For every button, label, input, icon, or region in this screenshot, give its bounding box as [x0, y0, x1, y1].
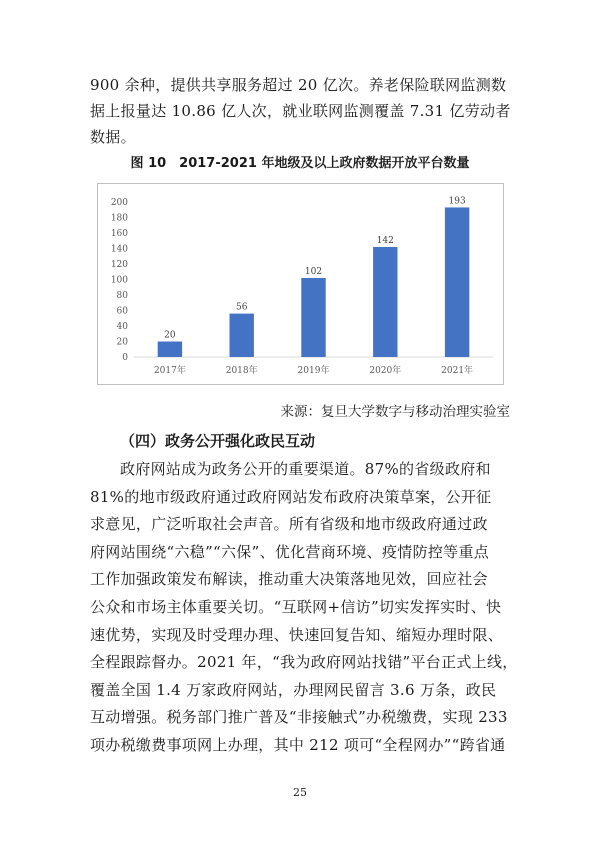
figure-title: 图 10 2017-2021 年地级及以上政府数据开放平台数量 [130, 156, 470, 171]
data-label: 102 [304, 266, 323, 277]
text-line: 公众和市场主体重要关切。“互联网+信访”切实发挥实时、快 [90, 597, 502, 616]
bar [301, 278, 325, 357]
data-label: 142 [376, 235, 394, 246]
text-line: 求意见，广泛听取社会声音。所有省级和地市级政府通过政 [90, 515, 488, 534]
text-line: 政府网站成为政务公开的重要渠道。87%的省级政府和 [120, 460, 491, 478]
bar-chart [97, 183, 504, 385]
text-line: 工作加强政策发布解读，推动重大决策落地见效，回应社会 [90, 570, 488, 589]
bar [445, 207, 469, 357]
bar-chart-svg [98, 184, 503, 384]
text-line: 速优势，实现及时受理办理、快速回复告知、缩短办理时限、 [90, 625, 504, 644]
bar [373, 247, 397, 357]
data-label: 20 [164, 330, 176, 341]
y-tick-label: 160 [110, 229, 128, 239]
bar [158, 342, 182, 358]
section-heading: （四）政务公开强化政民互动 [120, 432, 316, 450]
text-line: 900 余种，提供共享服务超过 20 亿次。养老保险联网监测数 [90, 76, 507, 94]
y-tick-label: 180 [110, 213, 128, 224]
x-tick-label: 2020年 [369, 366, 402, 376]
text-line: 81%的地市级政府通过政府网站发布政府决策草案，公开征 [90, 487, 492, 506]
x-tick-label: 2018年 [225, 366, 258, 376]
x-tick-label: 2017年 [153, 366, 186, 376]
intro-paragraph [90, 72, 510, 150]
y-tick-label: 0 [122, 353, 128, 363]
text-line: 数据。 [90, 128, 136, 146]
y-tick-label: 80 [116, 291, 128, 301]
text-line: 覆盖全国 1.4 万家政府网站，办理网民留言 3.6 万条，政民 [90, 680, 497, 699]
y-tick-label: 20 [116, 337, 128, 348]
y-tick-label: 100 [110, 275, 128, 286]
y-tick-label: 200 [110, 198, 128, 208]
text-line: 项办税缴费事项网上办理，其中 212 项可“全程网办”“跨省通 [90, 735, 506, 754]
data-label: 193 [448, 196, 466, 207]
text-line: 互动增强。税务部门推广普及“非接触式”办税缴费，实现 233 [90, 708, 508, 727]
y-tick-label: 120 [110, 260, 128, 270]
section-body [90, 456, 518, 760]
text-line: 府网站围绕“六稳”“六保”、优化营商环境、疫情防控等重点 [90, 542, 490, 561]
y-tick-label: 40 [116, 322, 128, 332]
bar [229, 314, 253, 357]
data-label: 56 [235, 302, 248, 313]
x-tick-label: 2021年 [441, 366, 474, 376]
y-tick-label: 60 [116, 306, 128, 317]
y-tick-label: 140 [110, 244, 128, 255]
page-number: 25 [293, 786, 307, 799]
x-tick-label: 2019年 [297, 366, 330, 376]
figure-source: 来源：复旦大学数字与移动治理实验室 [280, 404, 510, 420]
text-line: 据上报量达 10.86 亿人次，就业联网监测覆盖 7.31 亿劳动者 [90, 102, 511, 120]
text-line: 全程跟踪督办。2021 年，“我为政府网站找错”平台正式上线， [90, 653, 518, 672]
